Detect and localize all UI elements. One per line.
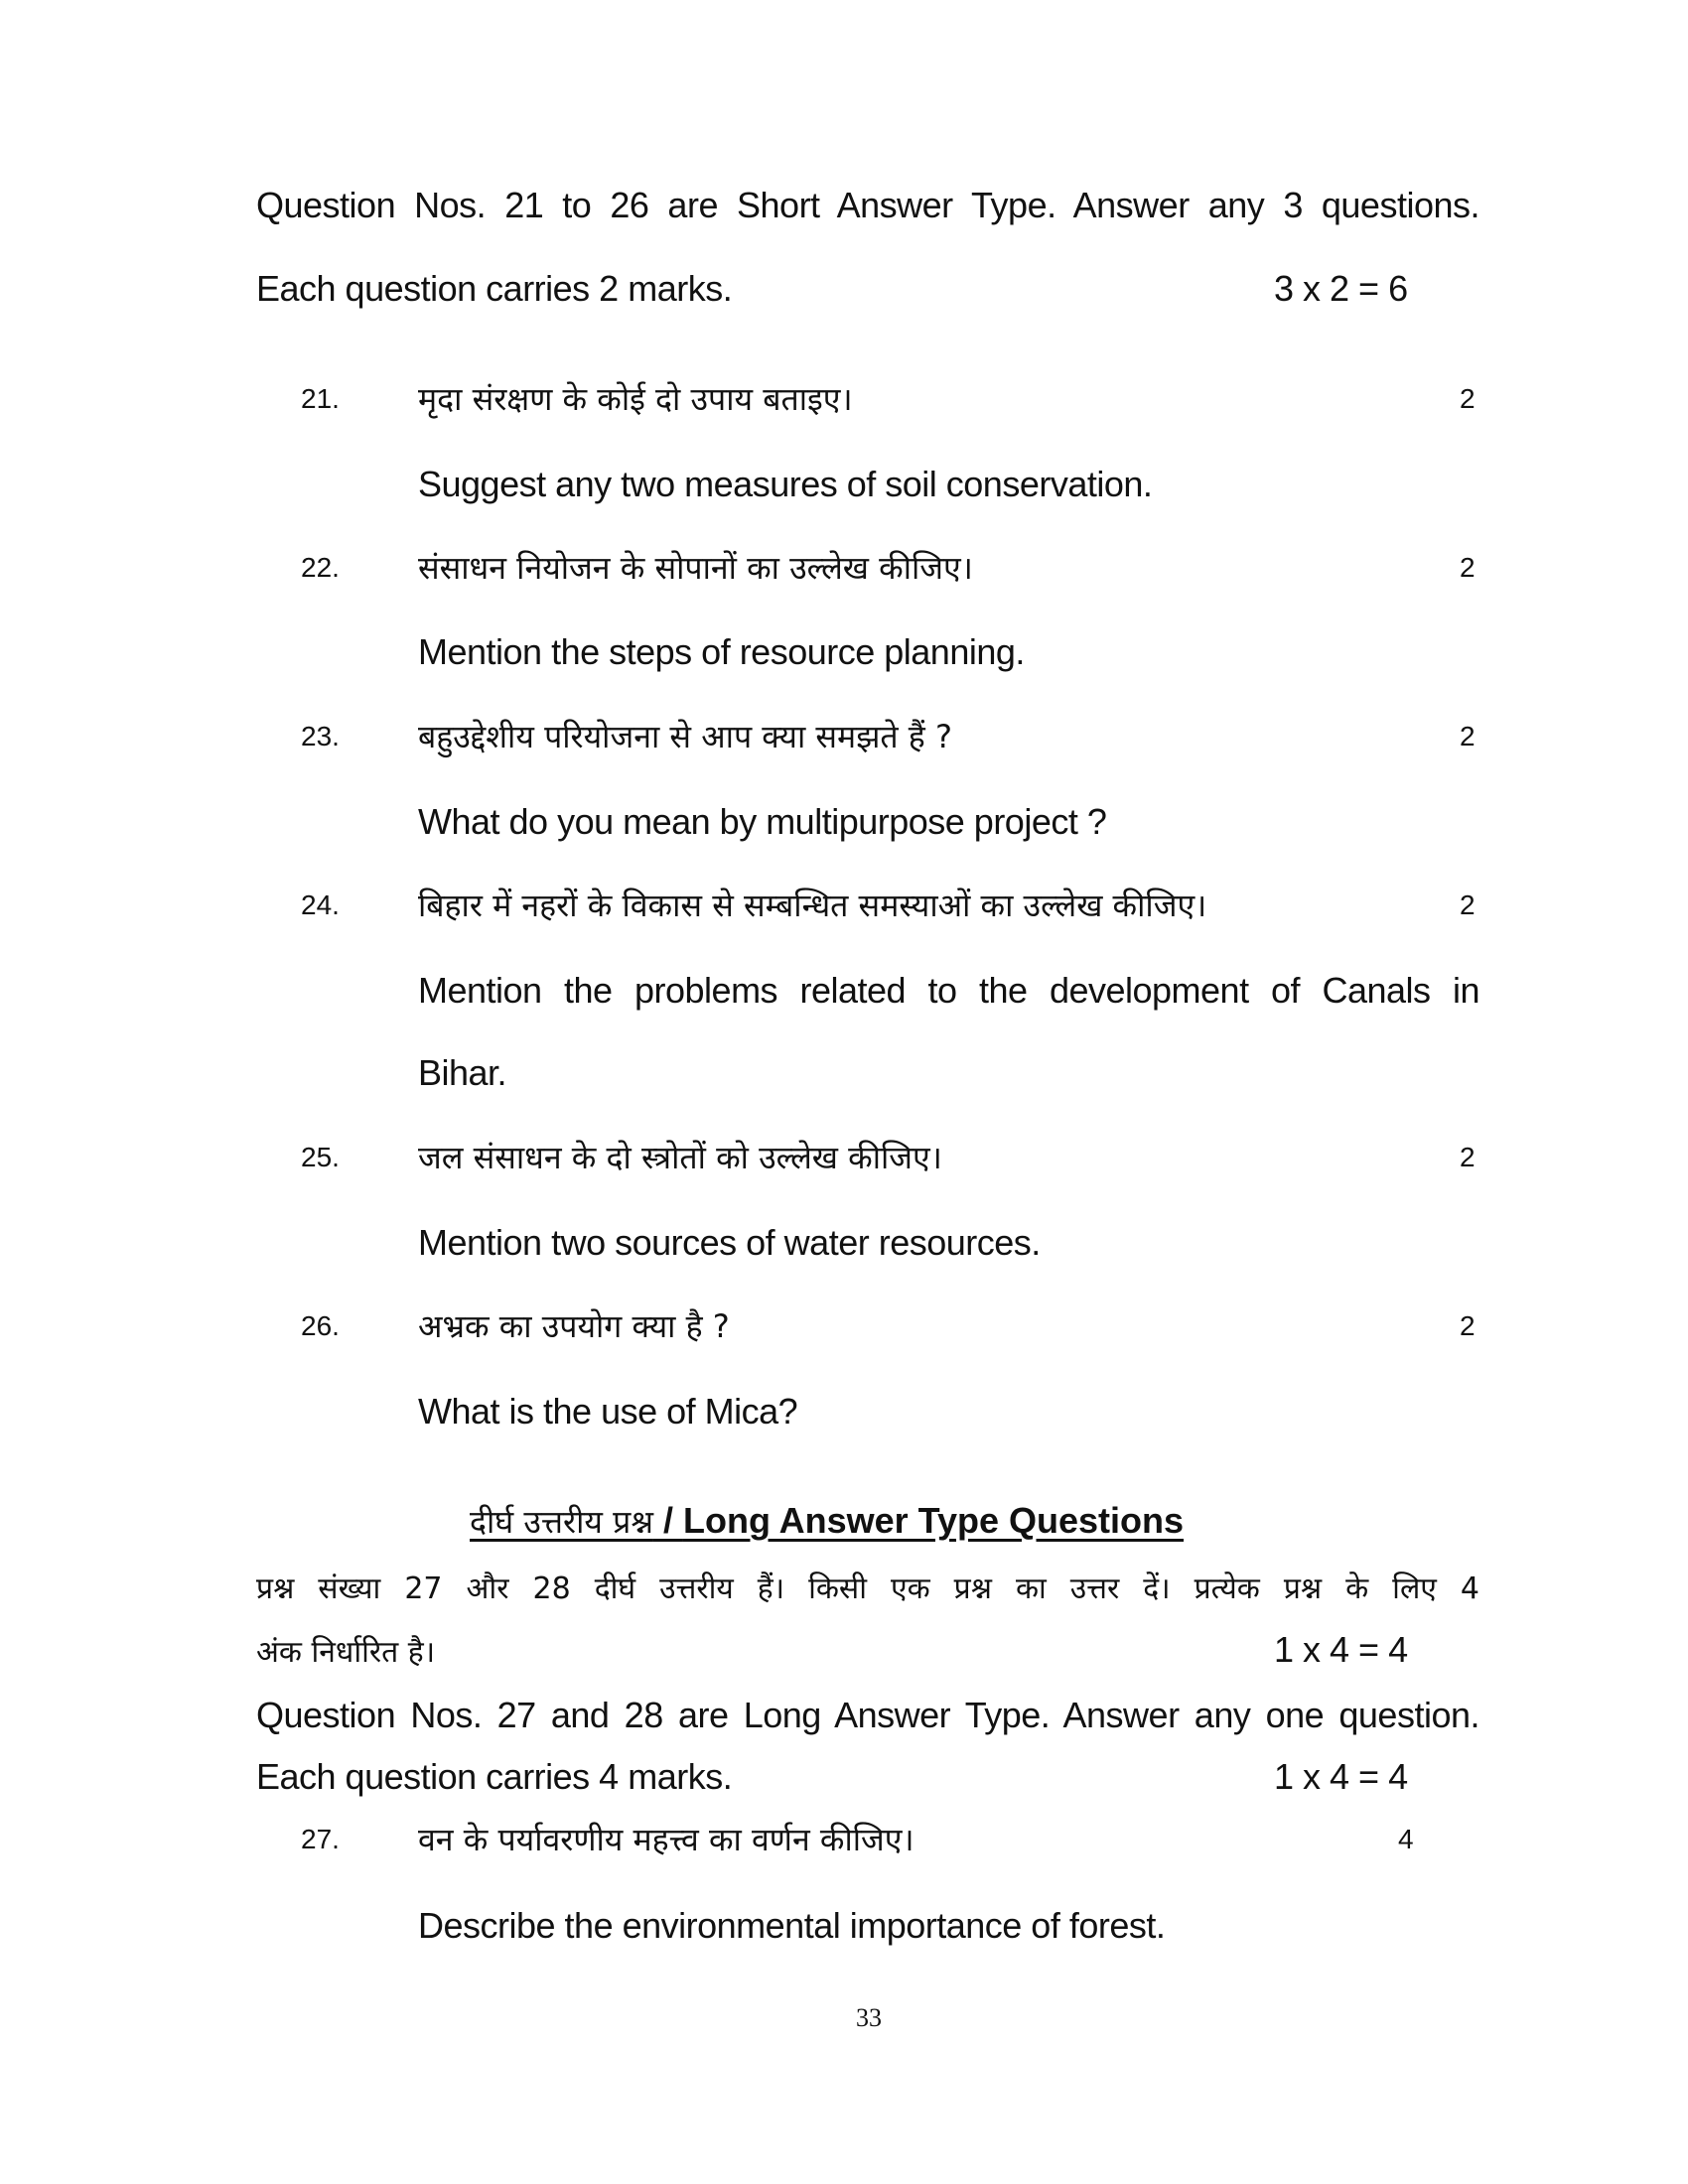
question-english-text: Suggest any two measures of soil conservation.: [418, 464, 1153, 504]
question-english-text: Mention the steps of resource planning.: [418, 631, 1025, 672]
question-number: 23.: [301, 721, 340, 751]
question-marks: 4: [1398, 1824, 1414, 1854]
question-english-text-line2: Bihar.: [418, 1052, 507, 1093]
question-number: 25.: [301, 1142, 340, 1172]
short-section-instruction-line2: Each question carries 2 marks.: [256, 268, 733, 309]
long-section-heading: [470, 1500, 1184, 1543]
question-marks: 2: [1460, 889, 1476, 920]
long-section-hindi-instruction-line1: प्रश्न संख्या 27 और 28 दीर्घ उत्तरीय हैं। किसी एक प्रश्न का उत्तर दें। प्रत्येक प्रश्न के लिए 4: [256, 1571, 1479, 1606]
long-section-heading-hindi: दीर्घ उत्तरीय प्रश्न: [470, 1503, 653, 1541]
question-hindi-text: जल संसाधन के दो स्त्रोतों को उल्लेख कीजिए।: [418, 1139, 942, 1176]
long-section-total-marks: 1 x 4 = 4: [1274, 1756, 1408, 1797]
question-hindi-text: अभ्रक का उपयोग क्या है ?: [418, 1307, 730, 1345]
question-hindi-text: संसाधन नियोजन के सोपानों का उल्लेख कीजिए।: [418, 549, 973, 587]
question-number: 24.: [301, 889, 340, 920]
question-hindi-text: वन के पर्यावरणीय महत्त्व का वर्णन कीजिए।: [418, 1821, 914, 1858]
question-english-text: What is the use of Mica?: [418, 1391, 798, 1432]
question-number: 26.: [301, 1310, 340, 1341]
question-marks: 2: [1460, 552, 1476, 583]
page-number: 33: [856, 2003, 882, 2032]
question-english-text: Describe the environmental importance of forest.: [418, 1905, 1166, 1946]
question-hindi-text: बहुउद्देशीय परियोजना से आप क्या समझते हैं ?: [418, 718, 952, 755]
question-english-text: What do you mean by multipurpose project ?: [418, 801, 1107, 842]
question-number: 27.: [301, 1824, 340, 1854]
question-english-text: Mention two sources of water resources.: [418, 1222, 1041, 1263]
question-marks: 2: [1460, 383, 1476, 414]
question-marks: 2: [1460, 1310, 1476, 1341]
question-marks: 2: [1460, 721, 1476, 751]
question-hindi-text: बिहार में नहरों के विकास से सम्बन्धित समस्याओं का उल्लेख कीजिए।: [418, 887, 1207, 924]
long-section-instruction-line1: Question Nos. 27 and 28 are Long Answer Type. Answer any one question.: [256, 1695, 1479, 1735]
question-hindi-text: मृदा संरक्षण के कोई दो उपाय बताइए।: [418, 380, 853, 418]
short-section-instruction-line1: Question Nos. 21 to 26 are Short Answer Type. Answer any 3 questions.: [256, 185, 1479, 225]
question-number: 22.: [301, 552, 340, 583]
question-marks: 2: [1460, 1142, 1476, 1172]
question-number: 21.: [301, 383, 340, 414]
long-section-hindi-total-marks: 1 x 4 = 4: [1274, 1629, 1408, 1670]
long-section-hindi-instruction-line2: अंक निर्धारित है।: [256, 1635, 436, 1670]
short-section-total-marks: 3 x 2 = 6: [1274, 268, 1408, 309]
heading-separator: /: [652, 1500, 683, 1541]
long-section-heading-english: Long Answer Type Questions: [682, 1500, 1185, 1541]
long-section-instruction-line2: Each question carries 4 marks.: [256, 1756, 733, 1797]
question-english-text-line1: Mention the problems related to the development of Canals in: [418, 970, 1479, 1011]
